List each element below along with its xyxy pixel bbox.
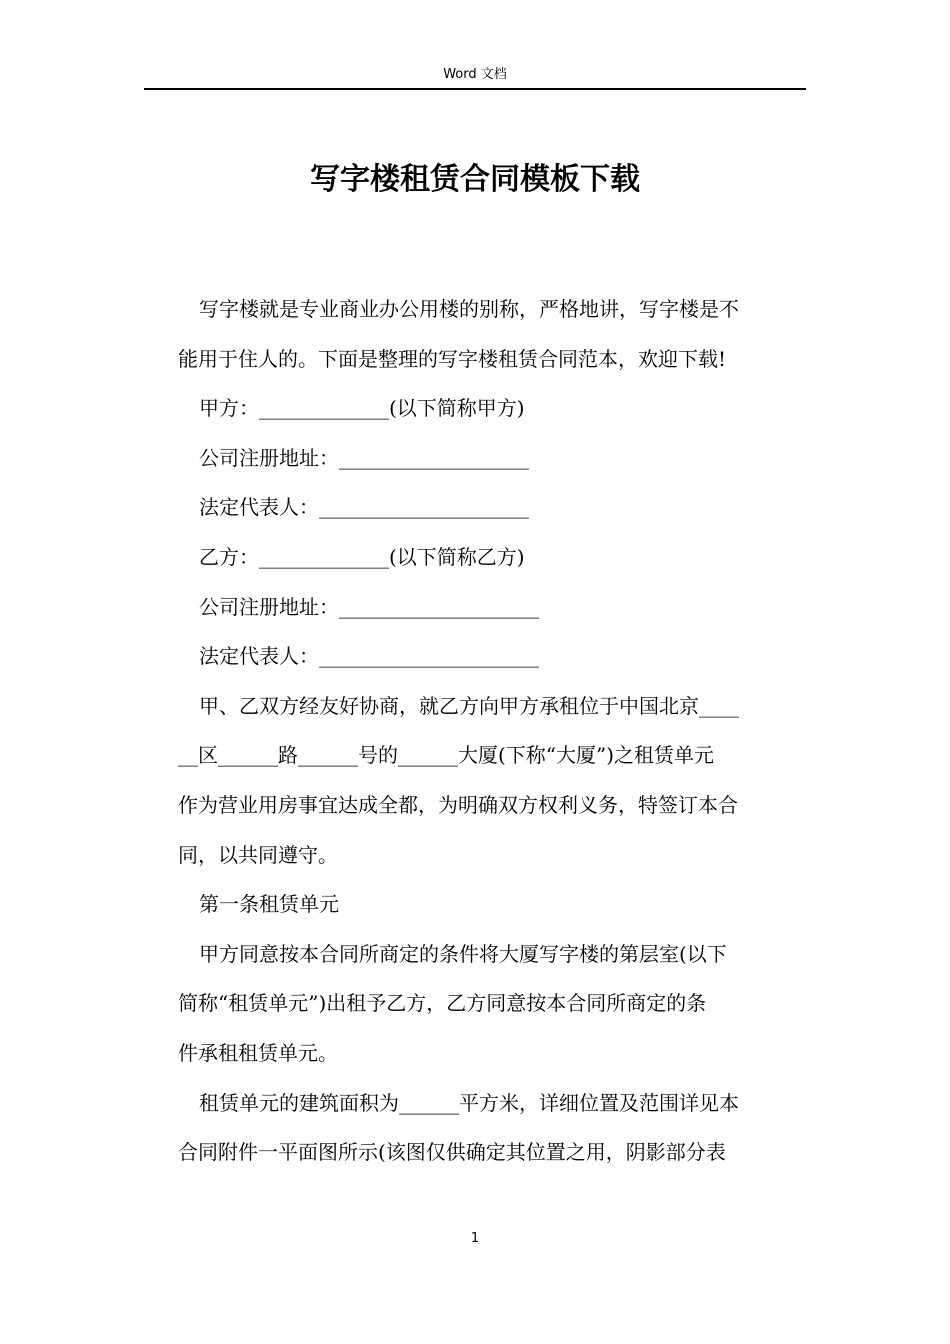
party-b-address-line: 公司注册地址：____________________ [199,594,539,619]
body-line-15: 简称“租赁单元”)出租予乙方，乙方同意按本合同所商定的条 [178,991,707,1016]
body-line-9: 甲、乙双方经友好协商，就乙方向甲方承租位于中国北京____ [199,693,739,718]
article-1-heading: 第一条租赁单元 [199,892,339,917]
body-line-18: 合同附件一平面图所示(该图仅供确定其位置之用，阴影部分表 [178,1140,726,1165]
party-b-representative-line: 法定代表人：______________________ [199,644,539,669]
party-a-line: 甲方：_____________(以下简称甲方) [199,396,525,421]
party-a-address-line: 公司注册地址：___________________ [199,445,529,470]
page-header [144,66,806,90]
body-line-2: 能用于住人的。下面是整理的写字楼租赁合同范本，欢迎下载! [178,346,727,371]
body-line-10: __区______路______号的______大厦(下称“大厦”)之租赁单元 [178,743,715,768]
party-a-representative-line: 法定代表人：_____________________ [199,495,529,520]
body-line-12: 同，以共同遵守。 [178,842,338,867]
body-line-17: 租赁单元的建筑面积为______平方米，详细位置及范围详见本 [199,1090,739,1115]
party-b-line: 乙方：_____________(以下简称乙方) [199,544,525,569]
document-body [178,285,808,1178]
body-line-16: 件承租租赁单元。 [178,1040,338,1065]
page-number: 1 [470,1231,480,1246]
body-line-11: 作为营业用房事宜达成全都，为明确双方权利义务，特签订本合 [178,792,738,817]
header-label: Word 文档 [443,67,507,82]
body-line-1: 写字楼就是专业商业办公用楼的别称，严格地讲，写字楼是不 [199,297,739,321]
document-title: 写字楼租赁合同模板下载 [310,162,640,197]
body-line-14: 甲方同意按本合同所商定的条件将大厦写字楼的第层室(以下 [199,941,727,966]
